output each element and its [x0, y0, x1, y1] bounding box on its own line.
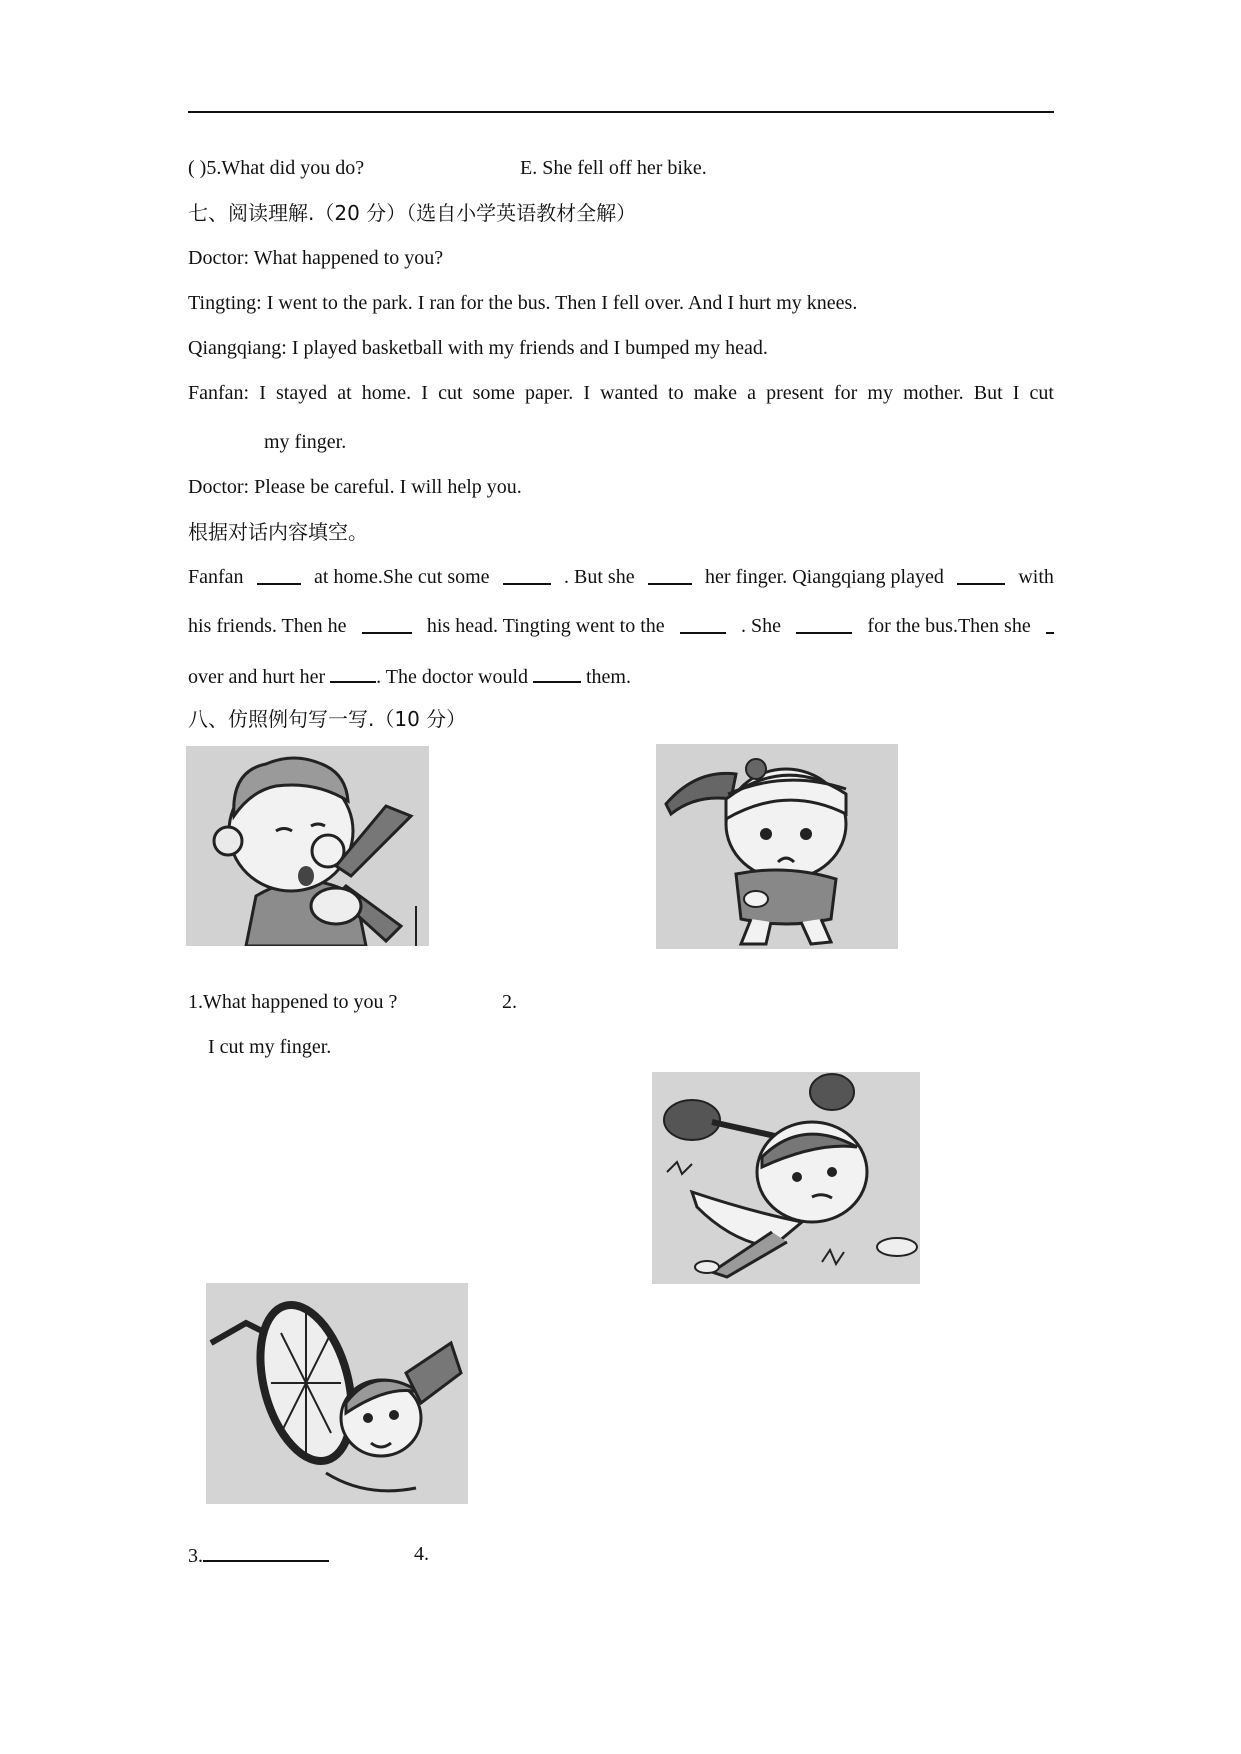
word: present: [766, 382, 824, 404]
dialogue-line-fanfan: [188, 381, 1054, 405]
dialogue-line-continuation: my finger.: [264, 431, 347, 453]
match-item-5: [188, 156, 364, 180]
fill-text: his friends. Then he: [188, 615, 347, 637]
answer-blank[interactable]: [1046, 614, 1054, 634]
question-3: [188, 1542, 329, 1568]
word: mother.: [903, 382, 964, 404]
word: at: [337, 382, 352, 404]
word: wanted: [600, 382, 658, 404]
answer-blank[interactable]: [533, 663, 581, 683]
word: I: [1012, 382, 1020, 404]
word: I: [421, 382, 428, 404]
dialogue-line: Doctor: What happened to you?: [188, 247, 444, 269]
answer-blank[interactable]: [503, 565, 551, 585]
fill-text: her finger. Qiangqiang played: [705, 566, 944, 588]
answer-blank[interactable]: [257, 565, 301, 585]
fill-text: . She: [741, 615, 782, 637]
match-question: 5.What did you do?: [206, 157, 365, 179]
fill-text: them.: [586, 666, 631, 688]
fill-text: Fanfan: [188, 566, 244, 588]
section8-heading: 八、仿照例句写一写.（10 分）: [188, 707, 467, 731]
word: I: [259, 382, 266, 404]
section7-heading: 七、阅读理解.（20 分）（选自小学英语教材全解）: [188, 201, 637, 225]
fill-text: . The doctor would: [376, 666, 528, 688]
word: Fanfan:: [188, 382, 250, 404]
boy-fell-off-bike-picture: [206, 1283, 468, 1504]
dialogue-line: Tingting: I went to the park. I ran for the bus. Then I fell over. And I hurt my knees.: [188, 292, 858, 314]
question-1: 1.What happened to you ?: [188, 991, 398, 1013]
fill-text: at home.She cut some: [314, 566, 490, 588]
word: home.: [361, 382, 412, 404]
answer-bracket: ( ): [188, 157, 207, 179]
word: I: [583, 382, 591, 404]
match-answer-e: E. She fell off her bike.: [520, 157, 707, 179]
word: a: [747, 382, 756, 404]
fill-row-2: [188, 614, 1054, 638]
word: some: [472, 382, 515, 404]
answer-blank[interactable]: [648, 565, 692, 585]
word: paper.: [524, 382, 574, 404]
question-2: 2.: [502, 991, 517, 1013]
word: cut: [438, 382, 463, 404]
answer-blank[interactable]: [362, 614, 412, 634]
answer-blank[interactable]: [330, 663, 376, 683]
answer-1: I cut my finger.: [208, 1036, 332, 1058]
fill-row-3: [188, 663, 631, 689]
answer-blank[interactable]: [203, 1542, 329, 1562]
fill-text: with: [1018, 566, 1054, 588]
word: my: [867, 382, 893, 404]
answer-blank[interactable]: [796, 614, 852, 634]
fill-row-1: [188, 565, 1054, 589]
question-4: 4.: [414, 1543, 429, 1565]
top-rule: [188, 111, 1054, 113]
word: make: [693, 382, 737, 404]
word: to: [668, 382, 684, 404]
word: stayed: [275, 382, 328, 404]
girl-hurt-picture: [656, 744, 898, 949]
answer-blank[interactable]: [680, 614, 726, 634]
boy-cut-finger-picture: [186, 746, 429, 946]
word: cut: [1029, 382, 1054, 404]
fill-text: for the bus.Then she: [867, 615, 1031, 637]
question-3-number: 3.: [188, 1545, 203, 1567]
fill-text: over and hurt her: [188, 666, 326, 688]
girl-fell-over-picture: [652, 1072, 920, 1284]
dialogue-line: Qiangqiang: I played basketball with my friends and I bumped my head.: [188, 337, 768, 359]
fill-text: his head. Tingting went to the: [426, 615, 665, 637]
dialogue-line: Doctor: Please be careful. I will help you.: [188, 476, 522, 498]
word: But: [973, 382, 1003, 404]
fill-text: . But she: [564, 566, 635, 588]
answer-blank[interactable]: [957, 565, 1005, 585]
fill-instruction: 根据对话内容填空。: [188, 520, 368, 544]
word: for: [833, 382, 858, 404]
